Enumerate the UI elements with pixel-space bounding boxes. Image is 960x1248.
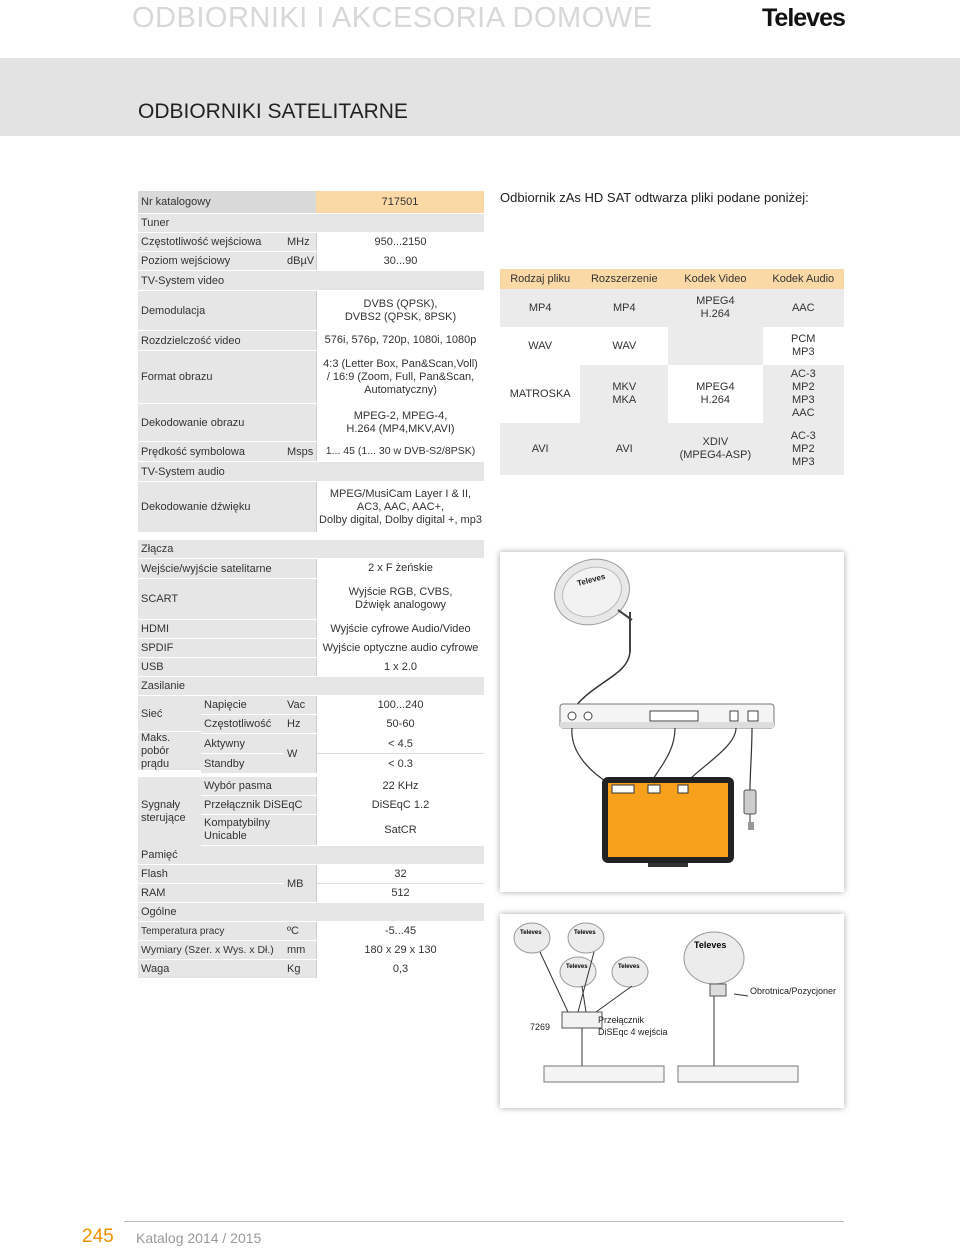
table-cell: AC-3 MP2 MP3 AAC: [763, 365, 845, 423]
group-label: Ogólne: [138, 903, 484, 921]
spec-row: [138, 559, 484, 579]
receiver-icon: [678, 1066, 798, 1082]
spec-label: Aktywny: [201, 734, 284, 754]
spec-row: [201, 796, 484, 815]
spec-row: [138, 639, 484, 658]
spec-label: Waga: [138, 960, 284, 978]
formats-table: [500, 269, 844, 475]
spec-value: Wyjście RGB, CVBS, Dźwięk analogowy: [316, 579, 484, 619]
spec-label: Poziom wejściowy: [138, 252, 284, 270]
spec-row: [201, 777, 484, 796]
spec-row: [138, 252, 484, 271]
spec-row: [138, 351, 484, 404]
spec-unit: dBµV: [284, 252, 316, 270]
spec-label: Częstotliwość: [201, 715, 284, 733]
table-row: [500, 423, 844, 475]
group-row: [138, 540, 484, 559]
spec-row: [138, 960, 484, 979]
table-cell: MPEG4 H.264: [668, 289, 762, 327]
spec-label: Flash: [138, 865, 284, 884]
spec-row: [138, 482, 484, 533]
receiver-icon: [560, 704, 774, 728]
spec-value: 30...90: [316, 252, 484, 270]
spec-value: Wyjście cyfrowe Audio/Video: [316, 620, 484, 638]
table-cell: MATROSKA: [509, 387, 571, 400]
spec-label: Temperatura pracy: [138, 922, 284, 940]
table-row: [500, 289, 844, 327]
spec-label: Wymiary (Szer. x Wys. x Dł.): [138, 941, 284, 959]
table-cell: [668, 327, 762, 365]
dish-icon: [612, 957, 648, 987]
svg-text:Televes: Televes: [618, 964, 640, 970]
spec-row: [138, 658, 484, 677]
spec-row: [138, 620, 484, 639]
formats-title: Odbiornik zAs HD SAT odtwarza pliki podane poniżej:: [500, 190, 809, 205]
spec-label: Dekodowanie obrazu: [138, 404, 316, 441]
section-title: ODBIORNIKI SATELITARNE: [138, 100, 408, 123]
group-row: [138, 214, 484, 233]
spec-row: [201, 696, 484, 715]
spec-value: 1 x 2.0: [316, 658, 484, 676]
spec-value: 2 x F żeńskie: [316, 559, 484, 578]
spec-value: 32: [317, 865, 484, 884]
catalog-year: Katalog 2014 / 2015: [136, 1230, 262, 1246]
spec-label: Przełącznik DiSEqC: [201, 796, 316, 814]
spec-value: < 0.3: [388, 757, 413, 770]
spec-value: 0,3: [316, 960, 484, 978]
spec-row: [138, 941, 484, 960]
power-block: [138, 696, 484, 774]
connection-diagram-art: [500, 552, 844, 892]
spec-value: MPEG-2, MPEG-4, H.264 (MP4,MKV,AVI): [316, 404, 484, 441]
column-header: Kodek Video: [668, 269, 762, 289]
spec-row: [138, 922, 484, 941]
positioner-label: Obrotnica/Pozycjoner: [750, 986, 837, 996]
table-cell: WAV: [528, 339, 553, 352]
spec-label: Nr katalogowy: [138, 191, 316, 213]
consumption-values: [316, 734, 484, 773]
tv-icon: [602, 777, 734, 867]
table-cell: MP4: [500, 289, 580, 327]
spec-value: 100...240: [316, 696, 484, 714]
table-cell: WAV: [612, 339, 637, 352]
spec-header-row: [138, 191, 484, 214]
group-label: Złącza: [138, 540, 484, 558]
spec-row: [138, 579, 484, 620]
spec-row: [138, 233, 484, 252]
spec-row: [138, 404, 484, 442]
memory-values: [316, 865, 484, 902]
group-row: [138, 271, 484, 291]
spec-label: Kompatybilny Unicable: [201, 815, 316, 845]
group-label: Tuner: [138, 214, 484, 232]
spec-label: SPDIF: [138, 639, 316, 657]
dish-icon: [568, 923, 604, 953]
spec-value: 4:3 (Letter Box, Pan&Scan,Voll) / 16:9 (Zoom, Full, Pan&Scan, Automatyczny): [316, 351, 484, 403]
group-label: TV-System audio: [138, 462, 484, 481]
spec-table: [138, 191, 484, 979]
table-cell: AVI: [580, 423, 668, 475]
spec-label: Format obrazu: [138, 351, 316, 403]
spec-value: DiSEqC 1.2: [316, 796, 484, 814]
table-cell: AAC: [763, 289, 845, 327]
catalog-number: 717501: [316, 191, 484, 213]
table-cell: AC-3 MP2 MP3: [763, 423, 845, 475]
page-number: 245: [82, 1226, 114, 1247]
table-cell: MPEG4 H.264: [696, 381, 735, 406]
table-cell: MP4: [580, 289, 668, 327]
spec-unit: Hz: [284, 715, 316, 733]
table-cell: MKV MKA: [580, 365, 668, 423]
spec-row: [201, 815, 484, 846]
spec-unit: MHz: [284, 233, 316, 251]
spec-unit: ºC: [284, 922, 316, 940]
spec-label: Częstotliwość wejściowa: [138, 233, 284, 251]
spec-value: -5...45: [316, 922, 484, 940]
spec-unit: W: [284, 734, 316, 773]
table-cell: AVI: [500, 423, 580, 475]
switch-code: 7269: [530, 1022, 551, 1032]
brand-logo: Televes: [762, 4, 845, 32]
spec-label: Dekodowanie dźwięku: [138, 482, 316, 532]
table-cell: PCM MP3: [791, 333, 816, 358]
spec-label: Sygnały sterujące: [138, 777, 201, 846]
receiver-icon: [544, 1066, 664, 1082]
column-header: Kodek Audio: [763, 269, 845, 289]
control-right: [201, 777, 484, 846]
consumption-labels: [201, 734, 284, 773]
svg-text:Televes: Televes: [520, 930, 542, 936]
section-band: [0, 58, 960, 136]
svg-text:Televes: Televes: [576, 571, 607, 588]
spec-unit: Kg: [284, 960, 316, 978]
group-row: [138, 677, 484, 696]
spec-label: Rozdzielczość video: [138, 331, 316, 350]
spec-label: Napięcie: [201, 696, 284, 714]
spec-value: DVBS (QPSK), DVBS2 (QPSK, 8PSK): [316, 291, 484, 330]
svg-text:Televes: Televes: [694, 940, 727, 950]
spec-label: Sieć: [138, 696, 201, 732]
group-row: [138, 903, 484, 922]
diseqc-diagram-art: [500, 914, 844, 1108]
spec-value: 50-60: [316, 715, 484, 733]
spec-value: 950...2150: [316, 233, 484, 251]
table-row: [500, 365, 844, 423]
group-label: Pamięć: [138, 846, 484, 864]
table-row: [500, 327, 844, 365]
svg-text:Televes: Televes: [574, 930, 596, 936]
positioner-icon: [710, 984, 726, 996]
spec-label: Standby: [201, 754, 284, 773]
spec-label: Demodulacja: [138, 291, 316, 330]
control-block: [138, 777, 484, 846]
power-left: [138, 696, 201, 774]
group-label: TV-System video: [138, 271, 484, 290]
spec-row: [138, 442, 484, 462]
dish-icon: [560, 957, 596, 987]
spec-unit: MB: [284, 865, 316, 902]
spec-unit: Vac: [284, 696, 316, 714]
spec-row: [138, 291, 484, 331]
memory-labels: [138, 865, 284, 902]
connection-diagram: [500, 552, 844, 892]
formats-header-row: [500, 269, 844, 289]
diseqc-diagram: [500, 914, 844, 1108]
spec-value: 180 x 29 x 130: [316, 941, 484, 959]
spec-value: MPEG/MusiCam Layer I & II, AC3, AAC, AAC+, Dolby digital, Dolby digital +, mp3: [316, 482, 484, 532]
spec-label: RAM: [138, 884, 284, 902]
power-adapter-icon: [744, 790, 756, 830]
spec-label: Maks. pobór prądu: [138, 732, 201, 771]
satellite-dish-icon: [545, 552, 638, 652]
spec-label: HDMI: [138, 620, 316, 638]
spec-row: [138, 331, 484, 351]
spec-value: 512: [391, 887, 410, 899]
diseqc-switch-icon: [562, 1012, 602, 1028]
power-right: [201, 696, 484, 774]
column-header: Rodzaj pliku: [500, 269, 580, 289]
table-cell: XDIV (MPEG4-ASP): [668, 423, 762, 475]
dish-icon: [514, 923, 550, 953]
spec-value: 576i, 576p, 720p, 1080i, 1080p: [316, 331, 484, 350]
category-title: ODBIORNIKI I AKCESORIA DOMOWE: [132, 2, 653, 34]
column-header: Rozszerzenie: [580, 269, 668, 289]
footer-divider: [124, 1221, 844, 1222]
spec-label: USB: [138, 658, 316, 676]
memory-block: [138, 865, 484, 903]
group-label: Zasilanie: [138, 677, 484, 695]
spec-value: Wyjście optyczne audio cyfrowe: [316, 639, 484, 657]
spec-label: Wejście/wyjście satelitarne: [138, 559, 316, 578]
spec-unit: Msps: [284, 442, 316, 461]
spec-value: SatCR: [316, 815, 484, 845]
power-consumption: [201, 734, 484, 774]
spec-label: Prędkość symbolowa: [138, 442, 284, 461]
spec-row: [201, 715, 484, 734]
spec-label: SCART: [138, 579, 316, 619]
group-row: [138, 846, 484, 865]
spec-value: 22 KHz: [316, 777, 484, 795]
spec-label: Wybór pasma: [201, 777, 316, 795]
spec-value: < 4.5: [317, 734, 484, 754]
spec-value: 1... 45 (1... 30 w DVB-S2/8PSK): [316, 442, 484, 461]
spec-unit: mm: [284, 941, 316, 959]
group-row: [138, 462, 484, 482]
svg-text:Televes: Televes: [566, 964, 588, 970]
switch-label: Przełącznik DiSEqc 4 wejścia: [598, 1015, 668, 1037]
